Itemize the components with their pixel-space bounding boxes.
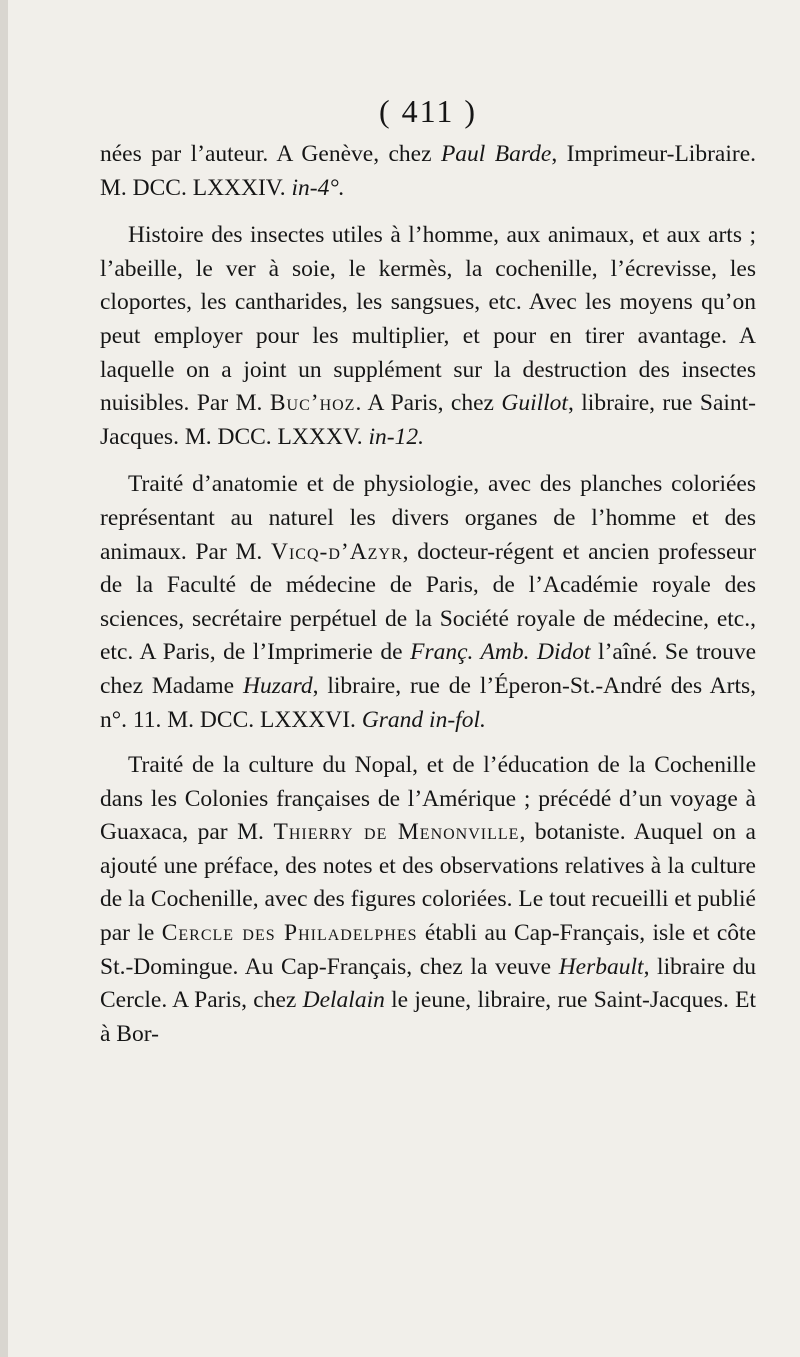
entry-text: , libraire, rue Saint-Jacques. M. DCC. LXXXV. bbox=[100, 390, 757, 450]
entry-text: . A Paris, chez bbox=[355, 390, 502, 417]
entry-text: , libraire, rue de l’Éperon-St.-André des Arts, n°. 11. M. DCC. LXXXVI. bbox=[100, 672, 756, 733]
author-name: Vicq-d’Azyr bbox=[270, 538, 403, 565]
entry-text: établi au Cap-Français, isle et côte St.-Domingue. Au Cap-Français, chez la veuve bbox=[100, 920, 756, 980]
bibliography-entry bbox=[100, 219, 756, 454]
entry-text: nées par l’auteur. A Genève, chez bbox=[100, 141, 441, 167]
printer-name: Franç. Amb. Didot bbox=[410, 639, 591, 666]
publisher-name: Delalain bbox=[302, 987, 385, 1014]
publisher-name: Paul Barde bbox=[440, 141, 552, 167]
book-format: in-4°. bbox=[291, 174, 345, 201]
entry-text: le jeune, libraire, rue Saint-Jacques. Et à Bor- bbox=[100, 987, 756, 1047]
publisher-name: Huzard bbox=[242, 672, 313, 699]
entry-text: , Imprimeur-Libraire. M. DCC. LXXXIV. bbox=[100, 141, 756, 201]
book-format: Grand in-fol. bbox=[361, 706, 486, 733]
society-name: Cercle des Philadelphes bbox=[161, 920, 418, 947]
author-name: Thierry de Menonville bbox=[273, 819, 520, 846]
page-number: ( 411 ) bbox=[378, 93, 478, 129]
bibliography-entry bbox=[100, 749, 756, 1051]
entry-text: Histoire des insectes utiles à l’homme, aux animaux, et aux arts ; l’abeille, le ver à soie, le kermès, la cochenille, l’écrevisse, les cloportes, les cantharides, les sangsues, etc. Avec les moyens qu’on peut employer pour les multiplier, et pour en tirer avantage. A laquelle on a joint un supplément sur la destruction des insectes nuisibles. Par M. bbox=[100, 222, 756, 417]
author-name: Buc’hoz bbox=[269, 390, 356, 417]
entry-text: l’aîné. Se trouve chez Madame bbox=[100, 639, 756, 699]
entry-text: , libraire du Cercle. A Paris, chez bbox=[100, 953, 756, 1014]
page-content bbox=[100, 88, 756, 1051]
book-format: in-12. bbox=[368, 423, 424, 450]
entry-text: , botaniste. Auquel on a ajouté une préface, des notes et des observations relatives à la culture de la Cochenille, avec des figures coloriées. Le tout recueilli et publié par le bbox=[100, 819, 756, 947]
entry-text: Traité d’anatomie et de physiologie, avec des planches coloriées représentant au naturel les divers organes de l’homme et des animaux. Par M. bbox=[100, 471, 756, 565]
bibliography-entry bbox=[100, 468, 756, 737]
publisher-name: Herbault bbox=[558, 953, 644, 980]
entry-text: Traité de la culture du Nopal, et de l’éducation de la Cochenille dans les Colonies françaises de l’Amérique ; précédé d’un voyage à Guaxaca, par M. bbox=[100, 752, 756, 846]
entry-gap bbox=[100, 737, 756, 749]
page-edge bbox=[0, 0, 8, 1357]
publisher-name: Guillot bbox=[501, 390, 568, 417]
bibliography-entry bbox=[100, 138, 756, 205]
entry-text: , docteur-régent et ancien professeur de la Faculté de médecine de Paris, de l’Académie royale des sciences, secrétaire perpétuel de la Société royale de médecine, etc., etc. A Paris, de l’Imprimerie de bbox=[100, 538, 757, 666]
